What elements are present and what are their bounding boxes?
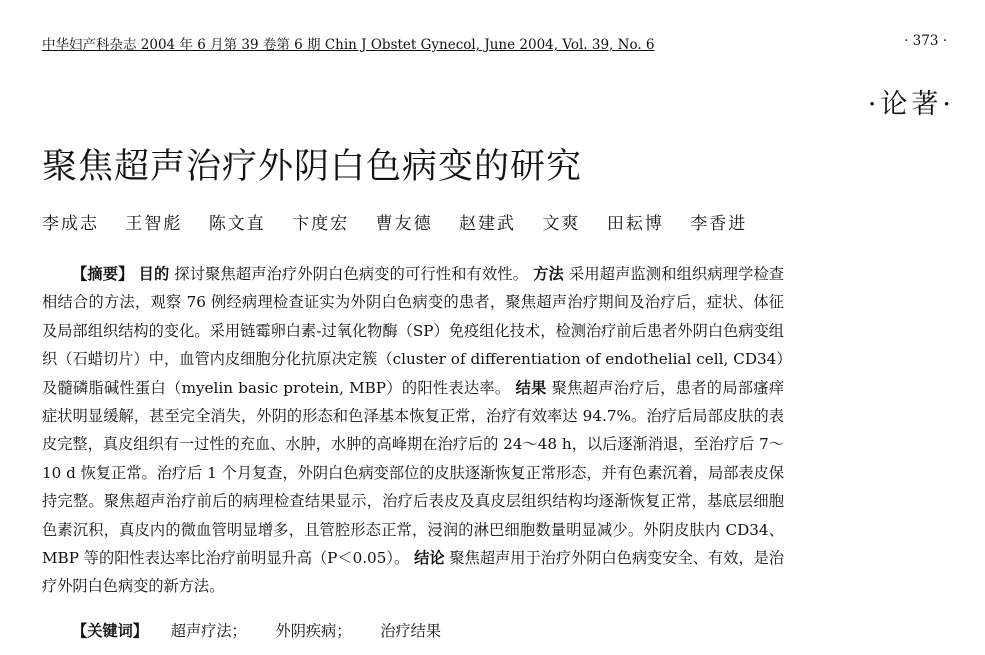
objective-text: 探讨聚焦超声治疗外阴白色病变的可行性和有效性。	[174, 265, 529, 283]
article-title: 聚焦超声治疗外阴白色病变的研究	[42, 147, 583, 187]
methods-text: 采用超声监测和组织病理学检查相结合的方法，观察 76 例经病理检查证实为外阴白色病变的患者，聚焦超声治疗期间及治疗后，症状、体征及局部组织结构的变化。采用链霉卵白素-过氧化物酶（SP）免疫组化技术，检测治疗前后患者外阴白色病变组织（石蜡切片）中，血管内皮细胞分化抗原决定簇（cluster of differentiation of endothelial cell, CD34）及髓磷脂碱性蛋白（myelin basic protein, MBP）的阳性表达率。	[42, 265, 785, 397]
keyword: 超声疗法；	[170, 622, 247, 640]
author: 陈文直	[208, 214, 266, 234]
author: 李香进	[690, 214, 748, 234]
page-number: · 373 ·	[904, 33, 947, 49]
author: 文爽	[542, 214, 581, 234]
author-list	[42, 209, 768, 234]
results-label: 结果	[515, 378, 547, 397]
results-text: 聚焦超声治疗后，患者的局部瘙痒症状明显缓解，甚至完全消失，外阴的形态和色泽基本恢复正常，治疗有效率达 94.7%。治疗后局部皮肤的表皮完整，真皮组织有一过性的充血、水肿，水肿的高峰期在治疗后的 24～48 h，以后逐渐消退，至治疗后 7～10 d 恢复正常。治疗后 1 个月复查，外阴白色病变部位的皮肤逐渐恢复正常形态，并有色素沉着，局部表皮保持完整。聚焦超声治疗前后的病理检查结果显示，治疗后表皮及真皮层组织结构均逐渐恢复正常，基底层细胞色素沉积，真皮内的微血管明显增多，且管腔形态正常，浸润的淋巴细胞数量明显减少。外阴皮肤内 CD34、MBP 等的阳性表达率比治疗前明显升高（P＜0.05）。	[42, 378, 785, 568]
author: 赵建武	[459, 214, 517, 234]
section-label: ·论著·	[867, 89, 955, 120]
journal-citation: 中华妇产科杂志 2004 年 6 月第 39 卷第 6 期 Chin J Obstet Gynecol, June 2004, Vol. 39, No. 6	[42, 37, 655, 53]
conclusion-text: 聚焦超声用于治疗外阴白色病变安全、有效，是治疗外阴白色病变的新方法。	[42, 549, 785, 596]
abstract-label: 【摘要】	[72, 265, 134, 283]
author: 曹友德	[375, 214, 433, 234]
author: 田耘博	[606, 214, 664, 234]
author: 王智彪	[125, 214, 183, 234]
keyword: 治疗结果	[380, 622, 442, 640]
methods-label: 方法	[533, 265, 564, 283]
keyword: 外阴疾病；	[275, 622, 352, 640]
objective-label: 目的	[138, 265, 170, 283]
author: 李成志	[42, 214, 99, 234]
author: 卞度宏	[292, 214, 350, 234]
keywords	[72, 620, 465, 641]
conclusion-label: 结论	[414, 549, 445, 568]
abstract	[42, 260, 784, 601]
keywords-label: 【关键词】	[72, 622, 148, 640]
